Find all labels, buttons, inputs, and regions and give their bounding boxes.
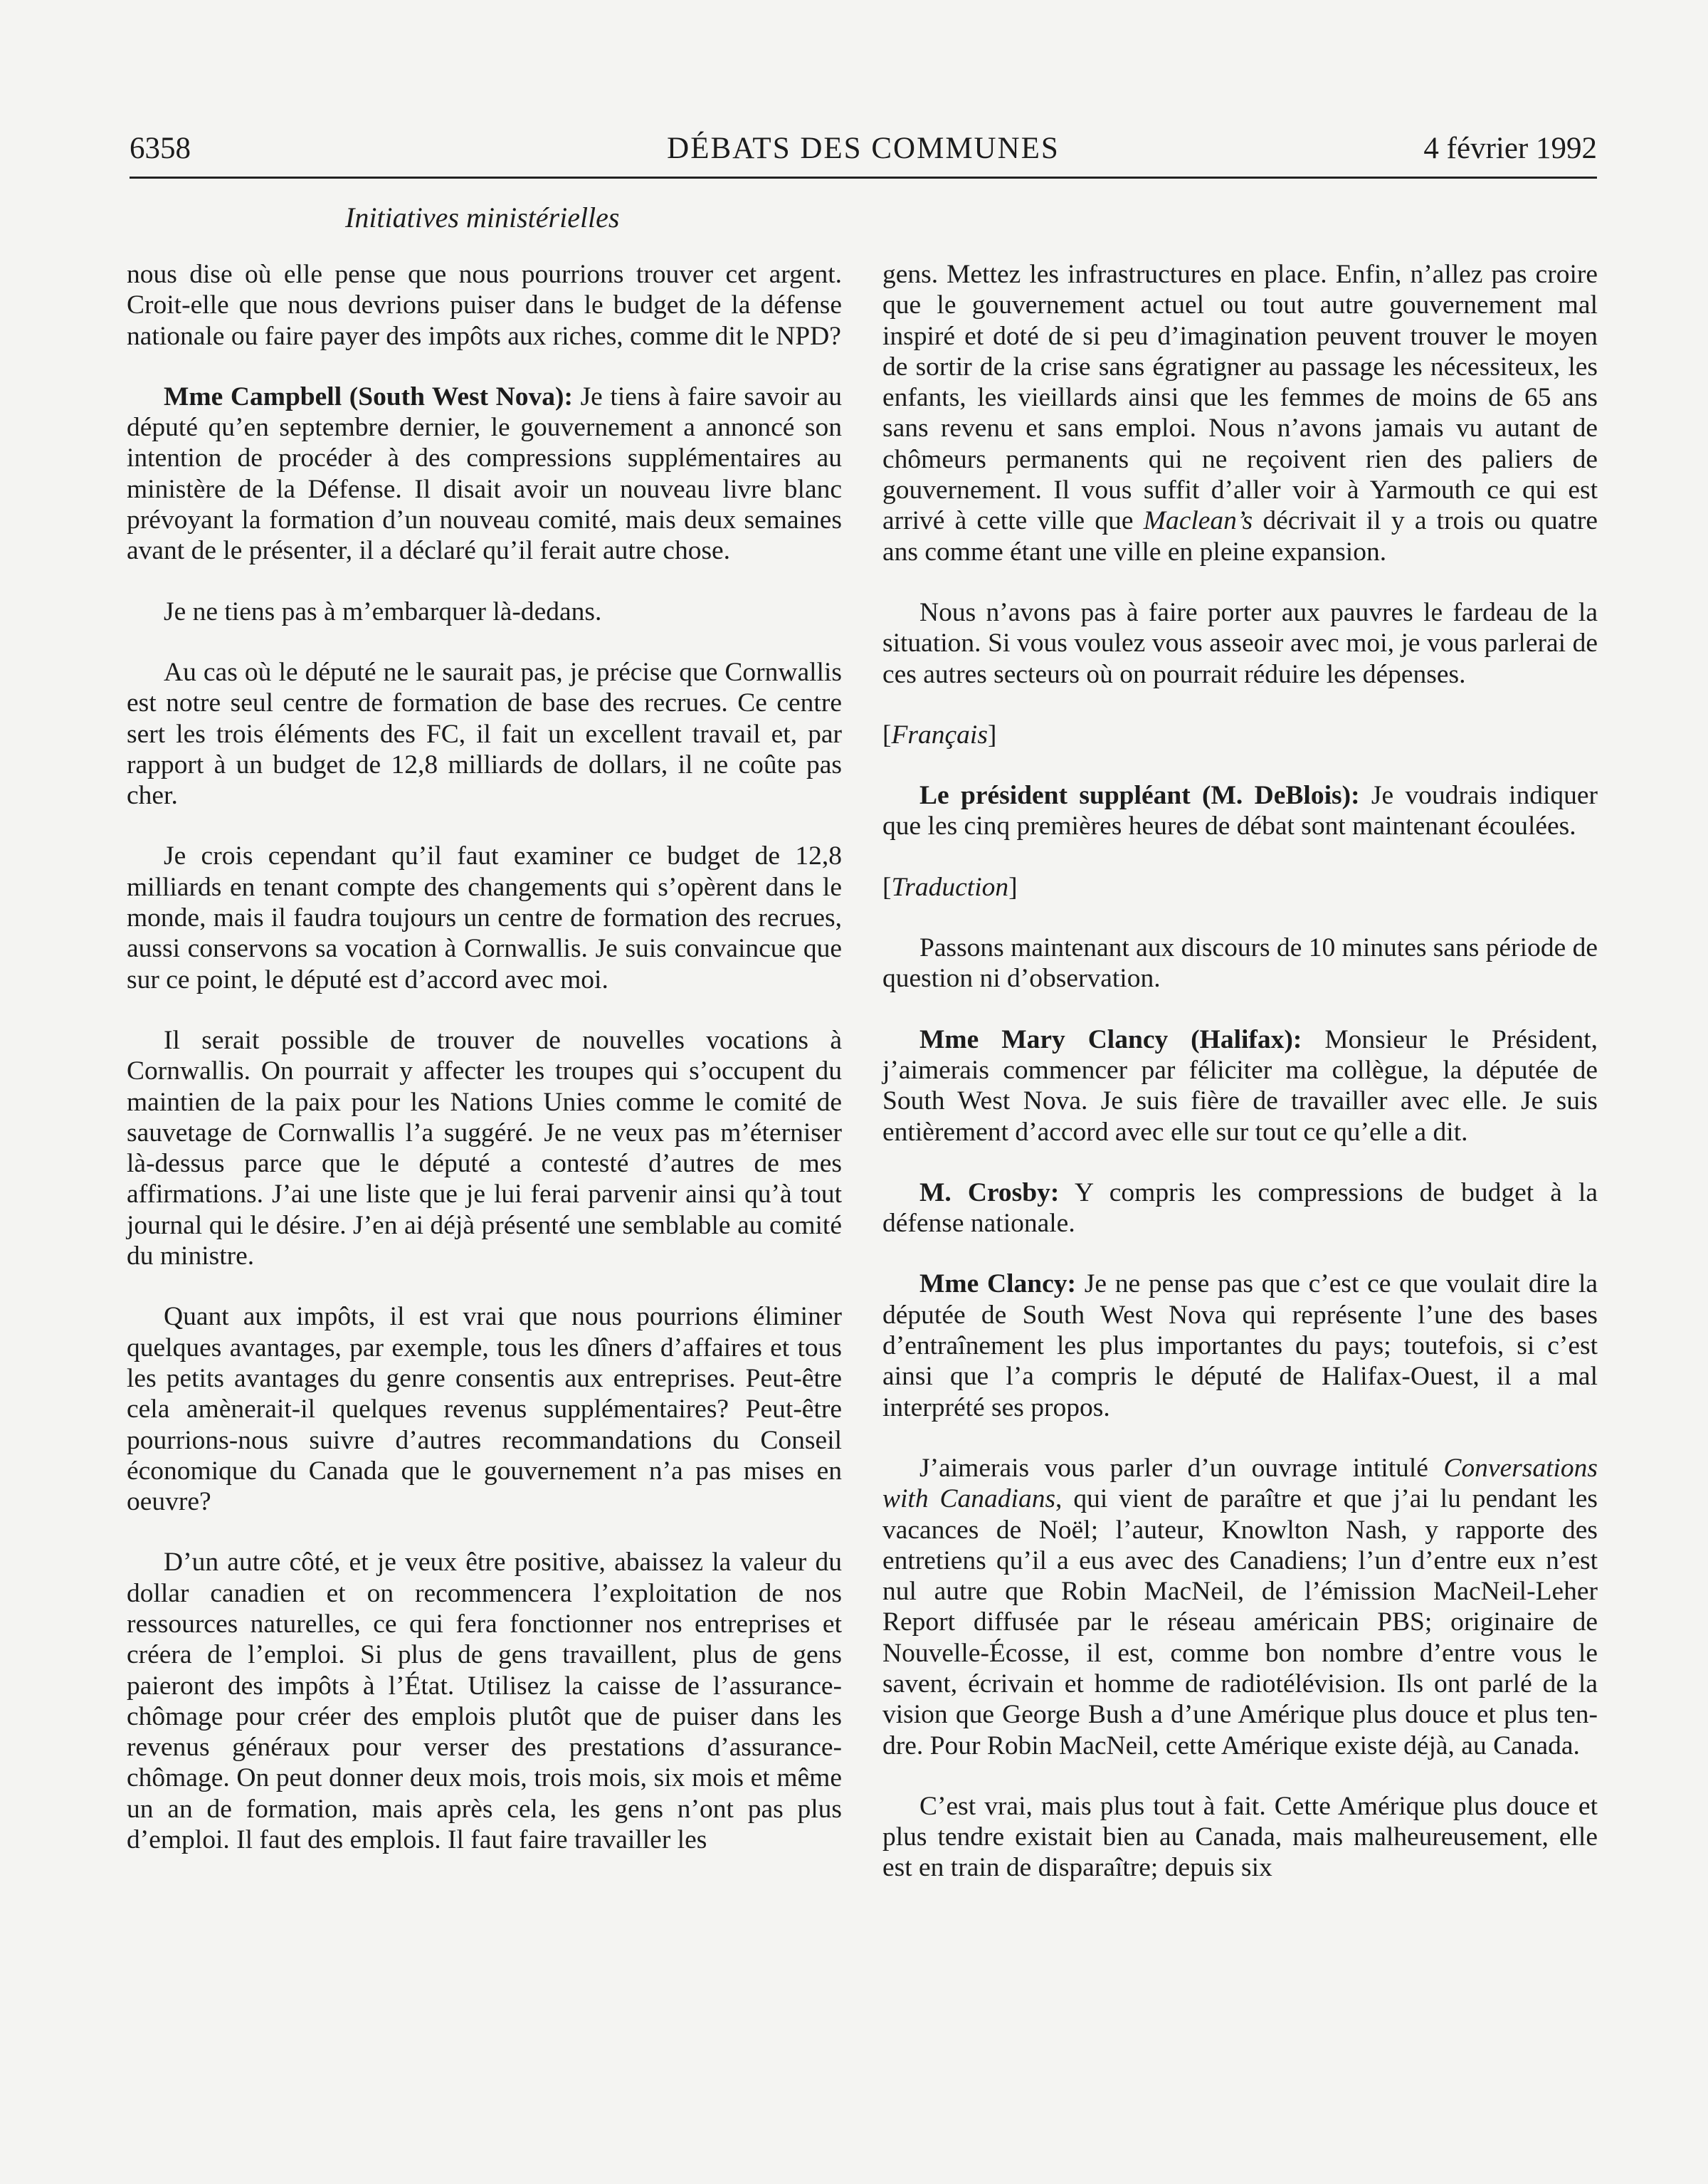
paragraph xyxy=(882,1453,1598,1761)
paragraph xyxy=(882,1269,1598,1422)
paragraph: nous dise où elle pense que nous pourrions trouver cet argent. Croit-elle que nous devrions puiser dans le budget de la défense nationale ou faire payer des impôts aux riches, comme dit le NPD? xyxy=(127,260,842,351)
language-marker: [Traduction] xyxy=(882,872,1018,902)
header-date: 4 février 1992 xyxy=(1423,132,1597,165)
paragraph-text: décrivait il y a trois ou quatre ans comme étant une ville en pleine expansion. xyxy=(882,506,1598,567)
paragraph: Nous n’avons pas à faire porter aux pauvres le fardeau de la situation. Si vous voulez vous asseoir avec moi, je vous parlerai de ces autres secteurs où on pourrait réduire les dépenses. xyxy=(882,597,1598,689)
paragraph: Je crois cependant qu’il faut examiner ce budget de 12,8 milliards en tenant compte des changements qui s’opèrent dans le monde, mais il faudra toujours un centre de formation des recrues, aussi conservons sa vocation à Cornwallis. Je suis convaincue que sur ce point, le député est d’accord avec moi. xyxy=(127,841,842,994)
book-title: Conversations with Canadians xyxy=(882,1453,1598,1514)
speaker-name: Le président suppléant (M. DeBlois): xyxy=(919,781,1360,811)
paragraph: Je ne tiens pas à m’embarquer là-dedans. xyxy=(164,597,602,626)
section-title: Initiatives ministérielles xyxy=(345,201,620,233)
paragraph-text: J’aimerais vous parler d’un ouvrage intitulé xyxy=(919,1453,1444,1483)
paragraph xyxy=(882,1024,1598,1148)
speaker-name: Mme Campbell (South West Nova): xyxy=(164,382,573,411)
speech-text: Je tiens à faire savoir au député qu’en septembre dernier, le gouvernement a annoncé son intention de procéder à des compressions supplémentaires au ministère de la Défense. Il disait avoir un nouveau livre blanc prévoyant la formation d’un nouveau comité, mais deux semaines avant de le présenter, il a déclaré qu’il ferait autre chose. xyxy=(127,382,842,566)
right-column xyxy=(882,259,1598,1913)
speech-text: Je ne pense pas que c’est ce que voulait dire la députée de South West Nova qui représente l’une des bases d’entraînement les plus importantes du pays; toutefois, si c’est ainsi que l’a compris le député de Halifax-Ouest, il a mal interprété ses propos. xyxy=(882,1269,1598,1422)
paragraph: Quant aux impôts, il est vrai que nous pourrions éliminer quelques avantages, par exemple, tous les dîners d’affaires et tous les petits avantages du genre consentis aux entreprises. Peut-être cela amènerait-il quelques revenus supplémentaires? Peut-être pourrions-nous suivre d’autres recommandations du Conseil économique du Canada que le gouvernement n’a pas mises en oeuvre? xyxy=(127,1302,842,1517)
paragraph xyxy=(127,382,842,567)
page-header xyxy=(130,127,1597,179)
paragraph xyxy=(882,259,1598,567)
paragraph: D’un autre côté, et je veux être positive, abaissez la valeur du dollar canadien et on recommencera l’exploitation de nos ressources naturelles, ce qui fera fonctionner nos entreprises et créera de l’emploi. Si plus de gens travaillent, plus de gens paieront des impôts à l’État. Utilisez la caisse de l’assurance-chômage pour créer des emplois plutôt que de puiser dans les revenus généraux pour verser des prestations d’assurance-chômage. On peut donner deux mois, trois mois, six mois et même un an de formation, mais après cela, les gens n’ont pas plus d’emploi. Il faut des emplois. Il faut faire travailler les xyxy=(127,1548,842,1855)
paragraph: Il serait possible de trouver de nouvelles vocations à Cornwallis. On pourrait y affecter les troupes qui s’occupent du maintien de la paix pour les Nations Unies comme le comité de sauvetage de Cornwallis l’a suggéré. Je ne veux pas m’éterniser là-dessus parce que le député a contesté d’autres de mes affirmations. J’ai une liste que je lui ferai parvenir ainsi qu’à tout journal qui le désire. J’en ai déjà présenté une semblable au comité du ministre. xyxy=(127,1025,842,1271)
language-label: Français xyxy=(891,720,988,750)
speech-text: Monsieur le Président, j’aimerais commencer par féliciter ma collègue, la députée de South West Nova. Je suis fière de travailler avec elle. Je suis entièrement d’accord avec elle sur tout ce qu’elle a dit. xyxy=(882,1024,1598,1147)
speech-text: Y compris les compressions de budget à la défense nationale. xyxy=(882,1177,1598,1239)
paragraph-text: gens. Mettez les infrastructures en place. Enfin, n’allez pas croire que le gouvernement actuel ou tout autre gouvernement mal inspiré et doté de si peu d’imagination peuvent trouver le moyen de sortir de la crise sans égratigner au passage les nécessiteux, les enfants, les vieillards ainsi que les femmes de moins de 65 ans sans revenu et sans emploi. Nous n’avons jamais vu autant de chômeurs permanents qui ne reçoivent rien des paliers de gouvernement. Il vous suffit d’aller voir à Yarmouth ce qui est arrivé à cette ville que xyxy=(882,260,1598,536)
speaker-name: Mme Clancy: xyxy=(919,1269,1077,1299)
paragraph xyxy=(882,1177,1598,1239)
paragraph-text: , qui vient de paraître et que j’ai lu pendant les vacances de Noël; l’auteur, Knowlton Nash, y rapporte des entretiens qu’il a eus avec des Canadiens; l’un d’entre eux n’est nul autre que Robin MacNeil, de l’émission MacNeil-Leher Report diffusée par le réseau américain PBS; originaire de Nouvelle-Écosse, il est, comme bon nombre d’entre vous le savent, écrivain et homme de radiotélévision. Ils ont parlé de la vision que George Bush a d’une Amérique plus douce et plus tendre. Pour Robin MacNeil, cette Amérique existe déjà, au Canada. xyxy=(882,1484,1598,1760)
speech-text: Je voudrais indiquer que les cinq premières heures de débat sont maintenant écoulées. xyxy=(882,781,1598,841)
paragraph: Au cas où le député ne le saurait pas, je précise que Cornwallis est notre seul centre de formation de base des recrues. Ce centre sert les trois éléments des FC, il fait un excellent travail et, par rapport à un budget de 12,8 milliards de dollars, il ne coûte pas cher. xyxy=(127,657,842,811)
publication-title: DÉBATS DES COMMUNES xyxy=(667,132,1060,165)
publication-name: Maclean’s xyxy=(1143,506,1253,536)
speaker-name: M. Crosby: xyxy=(919,1177,1060,1207)
language-label: Traduction xyxy=(891,872,1009,902)
paragraph: C’est vrai, mais plus tout à fait. Cette Amérique plus douce et plus tendre existait bien au Canada, mais malheureusement, elle est en train de disparaître; depuis six xyxy=(882,1791,1598,1883)
left-column xyxy=(127,259,842,1885)
language-marker: [Français] xyxy=(882,720,997,750)
paragraph: Passons maintenant aux discours de 10 minutes sans période de question ni d’observation. xyxy=(882,933,1598,994)
speaker-name: Mme Mary Clancy (Halifax): xyxy=(919,1024,1302,1054)
page-number: 6358 xyxy=(130,132,191,165)
paragraph xyxy=(882,780,1598,842)
